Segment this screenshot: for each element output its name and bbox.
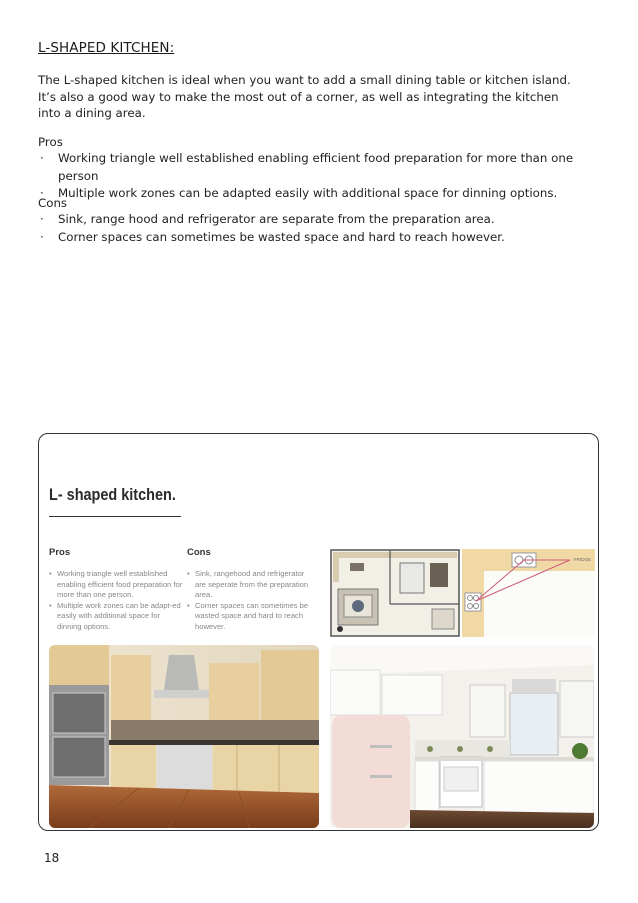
intro-line: The L-shaped kitchen is ideal when you want to add a small dining table or kitchen island. [38,73,571,87]
page-number: 18 [44,851,60,865]
card-pros-item: • Multiple work zones can be adapt-ed easily with additional space for dinning options. [49,601,183,633]
card-cons-item: • Corner spaces can sometimes be wasted space and hard to reach however. [187,601,317,633]
card-pros-item: • Working triangle well established enabling efficient food preparation for more than one person. [49,569,183,601]
intro-paragraph [38,72,598,122]
card-cons-title: Cons [187,547,211,558]
card-pros-list [49,569,183,632]
card-title: L- shaped kitchen. [49,485,176,504]
pros-title: Pros [38,135,63,149]
pros-item: · Working triangle well established enabling efficient food preparation for more than one person [38,150,608,185]
cons-title: Cons [38,196,68,210]
intro-line: It’s also a good way to make the most out of a corner, as well as integrating the kitchen [38,89,559,104]
section-heading: L-SHAPED KITCHEN: [38,40,175,56]
fridge-label: FRIDGE [573,557,591,562]
pros-list [38,150,608,203]
cons-item: · Corner spaces can sometimes be wasted space and hard to reach however. [38,229,608,247]
intro-line: into a dining area. [38,106,146,120]
cons-item: · Sink, range hood and refrigerator are separate from the preparation area. [38,211,608,229]
title-underline [49,516,181,517]
wood-kitchen-photo [49,645,319,828]
floor-plan-image [330,549,460,637]
kitchen-summary-card [38,433,599,831]
card-cons-item: • Sink, rangehood and refrigerator are seperate from the preparation area. [187,569,317,601]
card-cons-list [187,569,317,632]
card-pros-title: Pros [49,547,71,558]
cons-list [38,211,608,246]
pros-item: · Multiple work zones can be adapted easily with additional space for dinning options. [38,185,608,203]
l-layout-diagram [462,549,595,637]
white-kitchen-photo [330,645,594,828]
